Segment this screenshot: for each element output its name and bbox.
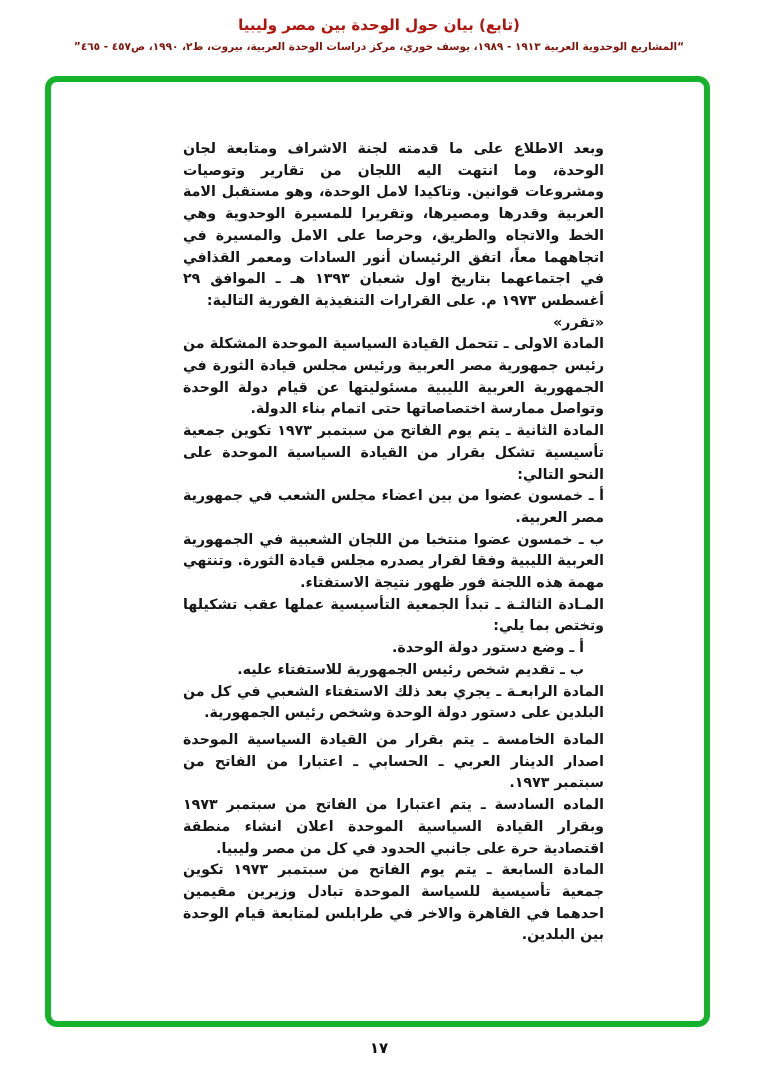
paragraph-article-5 xyxy=(183,730,604,795)
article-7-lead: المادة السابعة ـ xyxy=(486,862,604,879)
article-2-lead: المادة الثانية ـ xyxy=(505,423,604,440)
page-number: ١٧ xyxy=(369,1039,389,1057)
paragraph-article-2 xyxy=(183,421,604,486)
paragraph-item-b1: ب ـ خمسون عضوا منتخبا من اللجان الشعبية في الجمهورية العربية الليبية وفقا لقرار يصدره مجلس قيادة الثورة. وتنتهي مهمة هذه اللجنة فور ظهور نتيجة الاستفتاء. xyxy=(183,531,604,592)
paragraph-article-4 xyxy=(183,682,604,725)
page-footer xyxy=(0,1038,758,1057)
article-2-text: يتم يوم الفاتح من سبتمبر ١٩٧٣ تكوين جمعية تأسيسية تشكل بقرار من القيادة السياسية الموحدة على النحو التالي: xyxy=(183,423,604,483)
article-5-lead: المادة الخامسة ـ xyxy=(483,731,604,748)
paragraph-item-a2: أ ـ وضع دستور دولة الوحدة. xyxy=(391,640,584,657)
article-4-text: يجري بعد ذلك الاستفتاء الشعبي في كل من البلدين على دستور دولة الوحدة وشخص رئيس الجمهورية. xyxy=(183,683,604,722)
document-title: (تابع) بيان حول الوحدة بين مصر وليبيا xyxy=(238,16,520,34)
article-3-text: تبدأ الجمعية التأسيسية عملها عقب تشكيلها وتختص بما يلي: xyxy=(183,596,604,635)
page-header xyxy=(0,16,758,53)
paragraph-article-6 xyxy=(183,795,604,860)
article-3-lead: المـادة الثالثـة ـ xyxy=(495,596,604,613)
paragraph-decree-word: «تقرر» xyxy=(553,314,604,331)
paragraph-item-b2: ب ـ تقديم شخص رئيس الجمهورية للاستفتاء عليه. xyxy=(237,661,584,678)
paragraph-article-7 xyxy=(183,860,604,947)
article-6-lead: الماده السادسة ـ xyxy=(480,797,604,814)
paragraph-item-a1: أ ـ خمسون عضوا من بين اعضاء مجلس الشعب في جمهورية مصر العربية. xyxy=(183,488,604,526)
article-5-text: يتم بقرار من القيادة السياسية الموحدة اصدار الدينار العربي ـ الحسابي ـ اعتبارا من الفاتح من سبتمبر ١٩٧٣. xyxy=(183,731,604,792)
article-7-text: يتم يوم الفاتح من سبتمبر ١٩٧٣ تكوين جمعية تأسيسية للسياسة الموحدة تبادل وزيرين مقيمين احدهما في القاهرة والاخر في طرابلس لمتابعة قيام الوحدة بين البلدين. xyxy=(183,862,604,944)
article-1-lead: المادة الاولى ـ xyxy=(503,336,604,353)
article-4-lead: المادة الرابعـة ـ xyxy=(496,683,604,700)
source-citation: “المشاريع الوحدوية العربية ١٩١٣ - ١٩٨٩، يوسف خوري، مركز دراسات الوحدة العربية، بيروت، ط٢، ١٩٩٠، ص٤٥٧ - ٤٦٥” xyxy=(73,41,685,53)
article-6-text: يتم اعتبارا من الفاتح من سبتمبر ١٩٧٣ وبقرار القيادة السياسية الموحدة اعلان انشاء منطقة اقتصادية حرة على جانبي الحدود في كل من مصر وليبيا. xyxy=(183,797,604,857)
paragraph-article-3 xyxy=(183,595,604,638)
paragraph-article-1 xyxy=(183,334,604,421)
document-body xyxy=(183,139,604,947)
article-1-text: تتحمل القيادة السياسية الموحدة المشكلة من رئيس جمهورية مصر العربية ورئيس مجلس قيادة الثورة في الجمهورية العربية الليبية مسئوليتها عن قيام دولة الوحدة وتواصل ممارسة اختصاصاتها حتى اتمام بناء الدولة. xyxy=(183,336,604,418)
paragraph-preamble: وبعد الاطلاع على ما قدمته لجنة الاشراف ومتابعة لجان الوحدة، وما انتهت اليه اللجان من تقارير وتوصيات ومشروعات قوانين. وتاكيدا لامل الوحدة، وهو مستقبل الامة العربية وقدرها ومصيرها، وتقريرا للمسيرة الوحدوية وهي الخط والاتجاه والطريق، وحرصا على الامل والمسيرة في اتجاههما معاً، اتفق الرئيسان أنور السادات ومعمر القذافي في اجتماعهما بتاريخ اول شعبان ١٣٩٣ هـ ـ الموافق ٢٩ أغسطس ١٩٧٣ م. على القرارات التنفيذية الفورية التالية: xyxy=(183,141,604,309)
